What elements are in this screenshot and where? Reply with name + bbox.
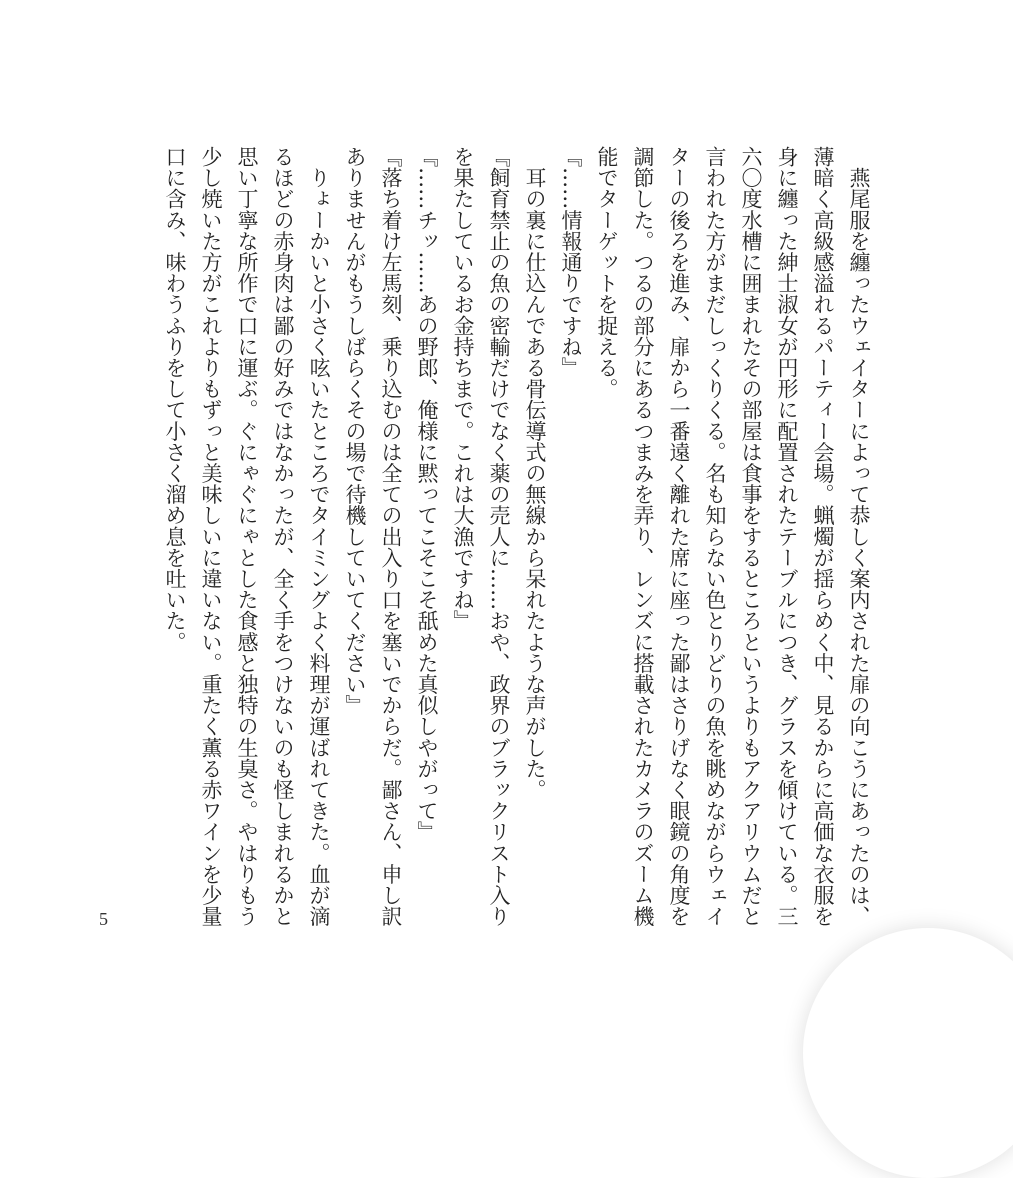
- text-column-17: るほどの赤身肉は鄙の好みではなかったが、全く手をつけないのも怪しまれるかと: [271, 146, 295, 927]
- text-column-14: 『落ち着け左馬刻、乗り込むのは全ての出入り口を塞いでからだ。鄙さん、申し訳: [379, 146, 403, 927]
- text-column-20: 口に含み、味わうふりをして小さく溜め息を吐いた。: [163, 146, 187, 653]
- text-column-11: 『飼育禁止の魚の密輸だけでなく薬の売人に……おや、政界のブラックリスト入り: [487, 146, 511, 927]
- text-column-16: りょーかいと小さく呟いたところでタイミングよく料理が運ばれてきた。血が滴: [307, 146, 331, 927]
- text-column-3: 身に纏った紳士淑女が円形に配置されたテーブルにつき、グラスを傾けている。三: [775, 146, 799, 927]
- text-column-12: を果たしているお金持ちまで。これは大漁ですね』: [451, 146, 475, 632]
- text-column-9: 『……情報通りですね』: [559, 146, 583, 379]
- text-column-8: 能でターゲットを捉える。: [595, 146, 619, 400]
- body-text: [157, 146, 877, 927]
- text-column-15: ありませんがもうしばらくその場で待機していてください』: [343, 146, 367, 716]
- text-column-5: 言われた方がまだしっくりくる。名も知らない色とりどりの魚を眺めながらウェイ: [703, 146, 727, 927]
- text-column-1: 燕尾服を纏ったウェイターによって恭しく案内された扉の向こうにあったのは、: [847, 146, 871, 927]
- text-column-6: ターの後ろを進み、扉から一番遠く離れた席に座った鄙はさりげなく眼鏡の角度を: [667, 146, 691, 927]
- text-column-10: 耳の裏に仕込んである骨伝導式の無線から呆れたような声がした。: [523, 146, 547, 801]
- page-number: 5: [99, 909, 108, 929]
- text-column-7: 調節した。つるの部分にあるつまみを弄り、レンズに搭載されたカメラのズーム機: [631, 146, 655, 927]
- text-column-13: 『……チッ……あの野郎、俺様に黙ってこそこそ舐めた真似しやがって』: [415, 146, 439, 843]
- text-column-19: 少し焼いた方がこれよりもずっと美味しいに違いない。重たく薫る赤ワインを少量: [199, 146, 223, 927]
- text-column-2: 薄暗く高級感溢れるパーティー会場。蝋燭が揺らめく中、見るからに高価な衣服を: [811, 146, 835, 927]
- text-column-18: 思い丁寧な所作で口に運ぶ。ぐにゃぐにゃとした食感と独特の生臭さ。やはりもう: [235, 146, 259, 927]
- page-turn-button[interactable]: [803, 928, 1013, 1178]
- text-column-4: 六〇度水槽に囲まれたその部屋は食事をするところというよりもアクアリウムだと: [739, 146, 763, 927]
